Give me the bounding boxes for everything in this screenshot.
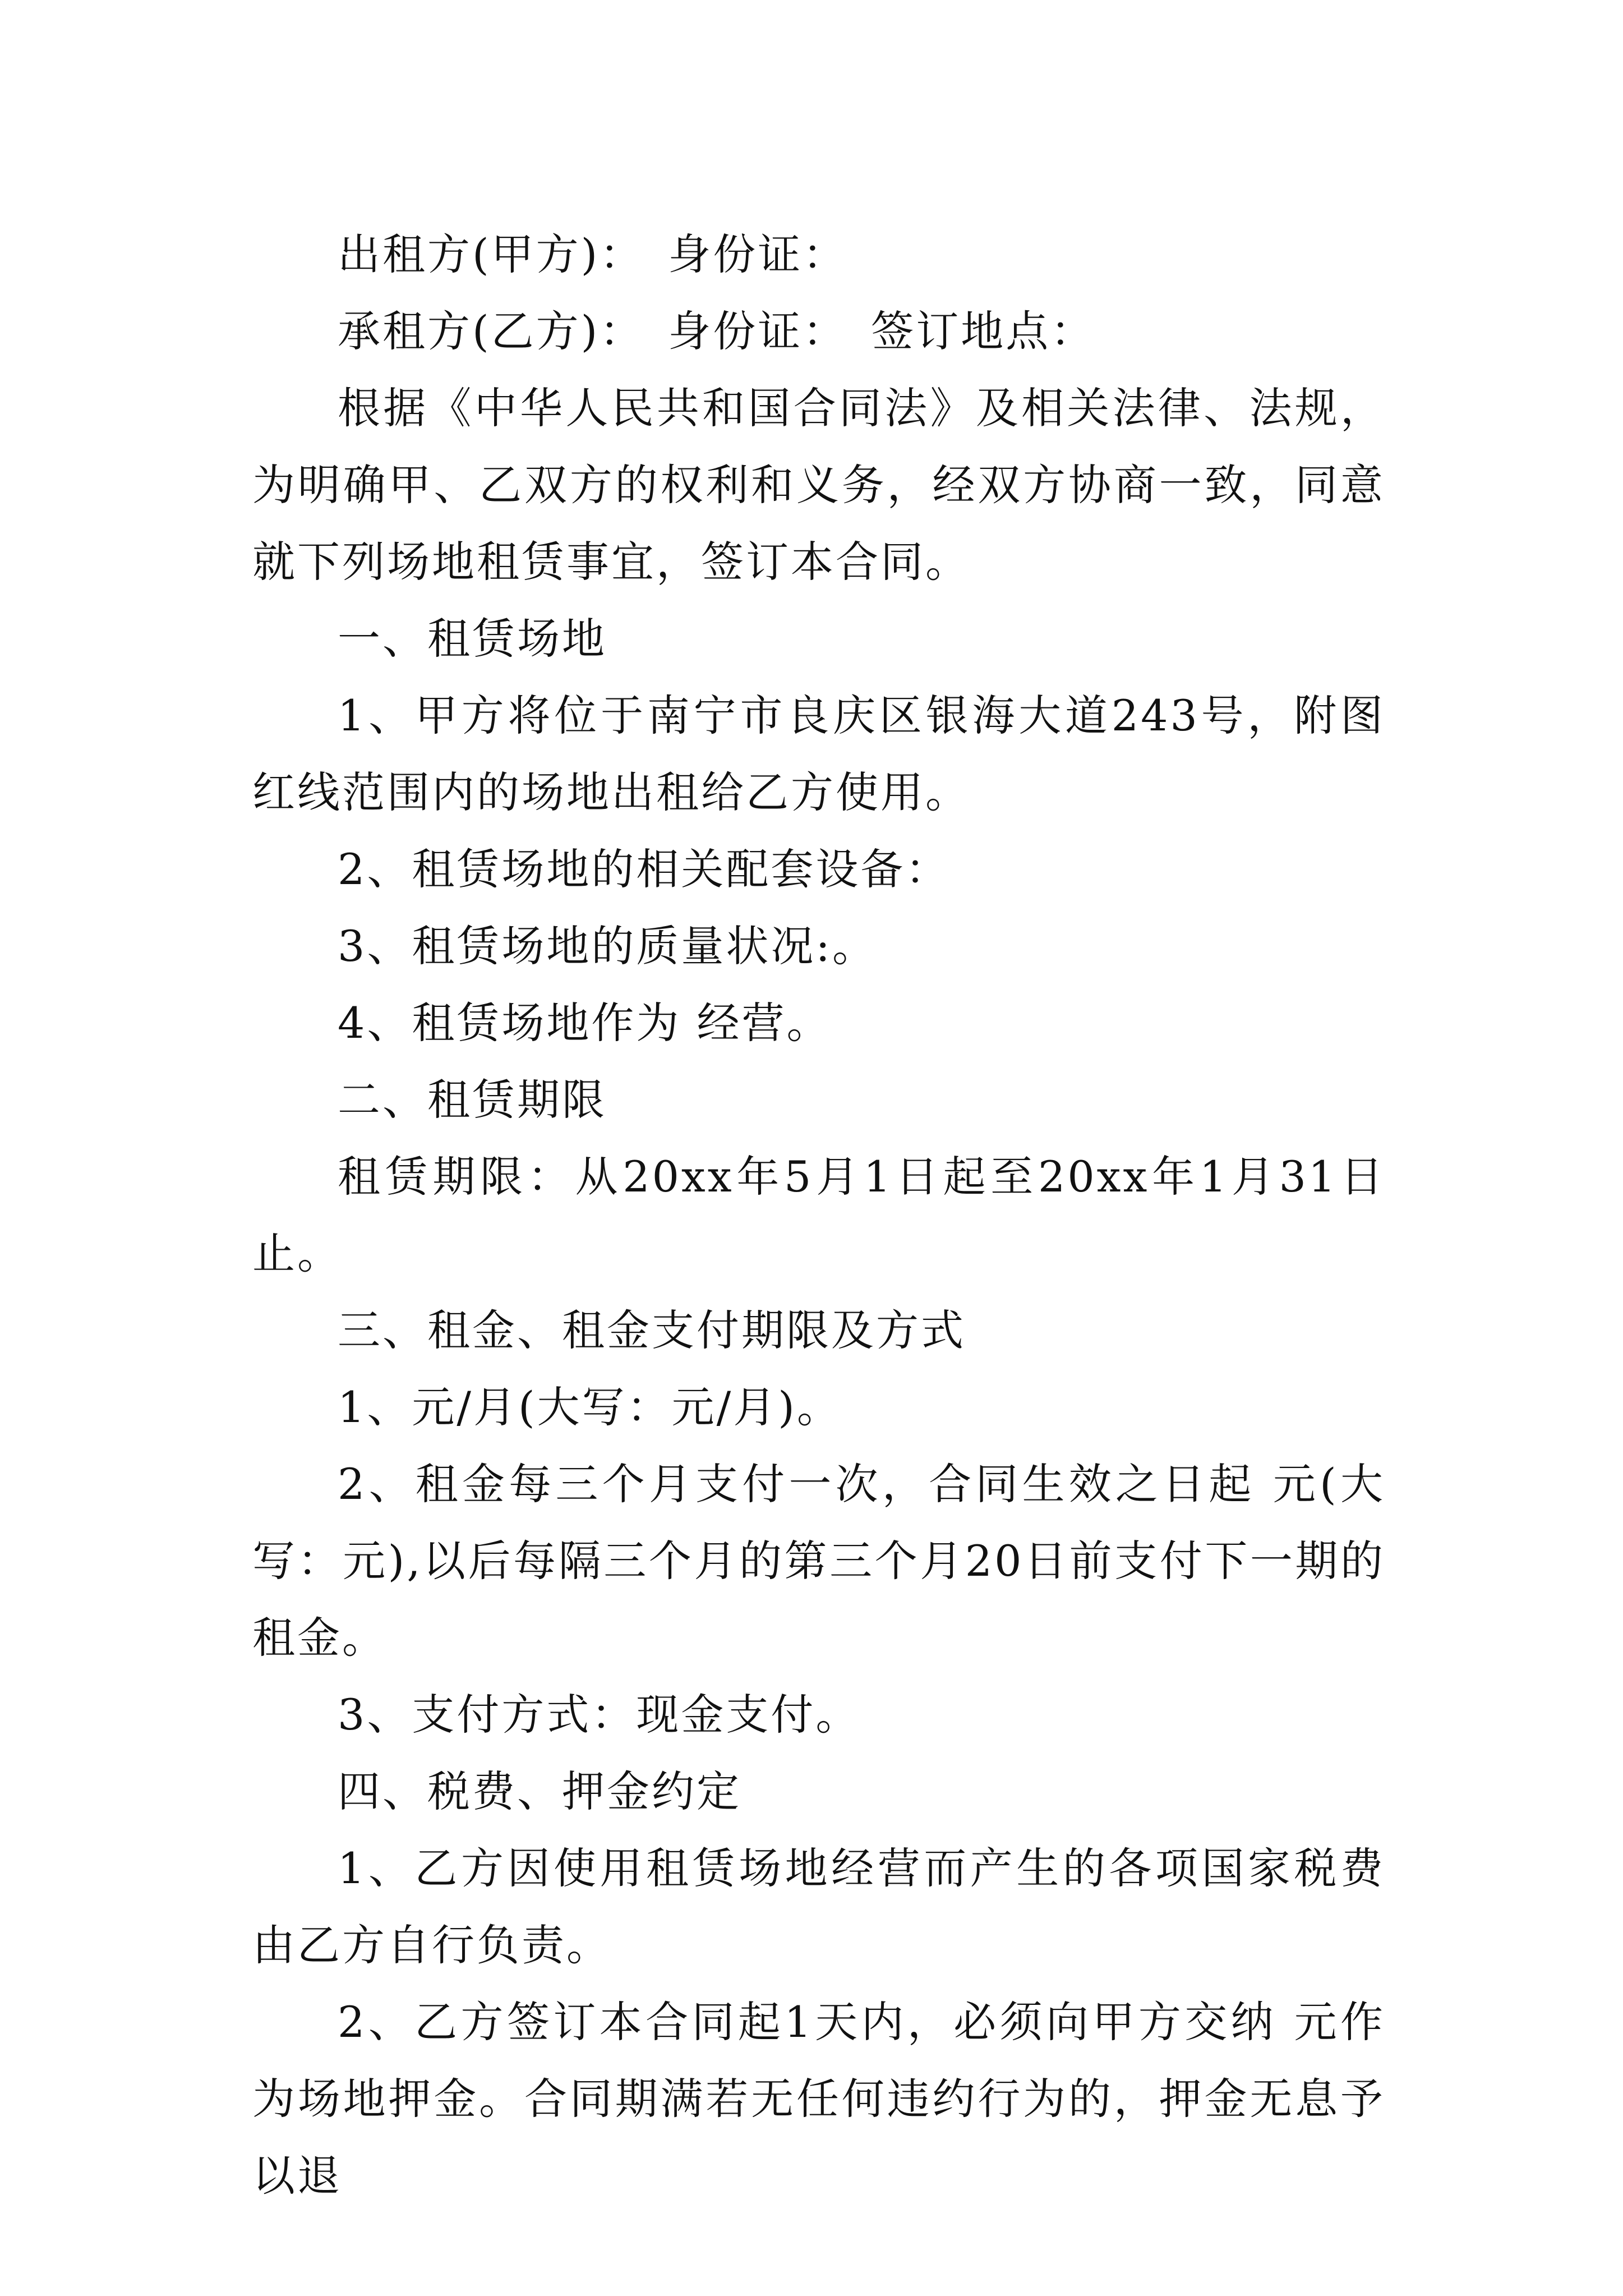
clause-2-1: 租赁期限：从20xx年5月1日起至20xx年1月31日止。: [252, 1152, 1385, 1278]
section-heading-3: 三、租金、租金支付期限及方式: [338, 1305, 966, 1355]
clause-4-1: 1、乙方因使用租赁场地经营而产生的各项国家税费由乙方自行负责。: [252, 1843, 1385, 1970]
clause-1-4: 4、租赁场地作为 经营。: [338, 998, 832, 1048]
section-heading-4: 四、税费、押金约定: [338, 1766, 741, 1816]
clause-3-1: 1、元/月(大写：元/月)。: [338, 1382, 842, 1432]
clause-3-3: 3、支付方式：现金支付。: [338, 1690, 861, 1740]
contract-body: [252, 216, 1385, 2214]
lessor-line: 出租方(甲方)： 身份证：: [338, 229, 848, 279]
clause-4-2: 2、乙方签订本合同起1天内，必须向甲方交纳 元作为场地押金。合同期满若无任何违约行为的，押金无息予以退: [252, 1997, 1385, 2201]
clause-1-2: 2、租赁场地的相关配套设备：: [338, 844, 951, 894]
preamble-paragraph: 根据《中华人民共和国合同法》及相关法律、法规，为明确甲、乙双方的权利和义务，经双方协商一致，同意就下列场地租赁事宜，签订本合同。: [252, 383, 1385, 587]
clause-1-1: 1、甲方将位于南宁市良庆区银海大道243号，附图红线范围内的场地出租给乙方使用。: [252, 691, 1385, 817]
section-heading-2: 二、租赁期限: [338, 1075, 607, 1125]
clause-1-3: 3、租赁场地的质量状况:。: [338, 921, 877, 971]
clause-3-2: 2、租金每三个月支付一次，合同生效之日起 元(大写：元),以后每隔三个月的第三个月20日前支付下一期的租金。: [252, 1459, 1385, 1663]
lessee-line: 承租方(乙方)： 身份证： 签订地点：: [338, 306, 1096, 356]
section-heading-1: 一、租赁场地: [338, 614, 607, 664]
